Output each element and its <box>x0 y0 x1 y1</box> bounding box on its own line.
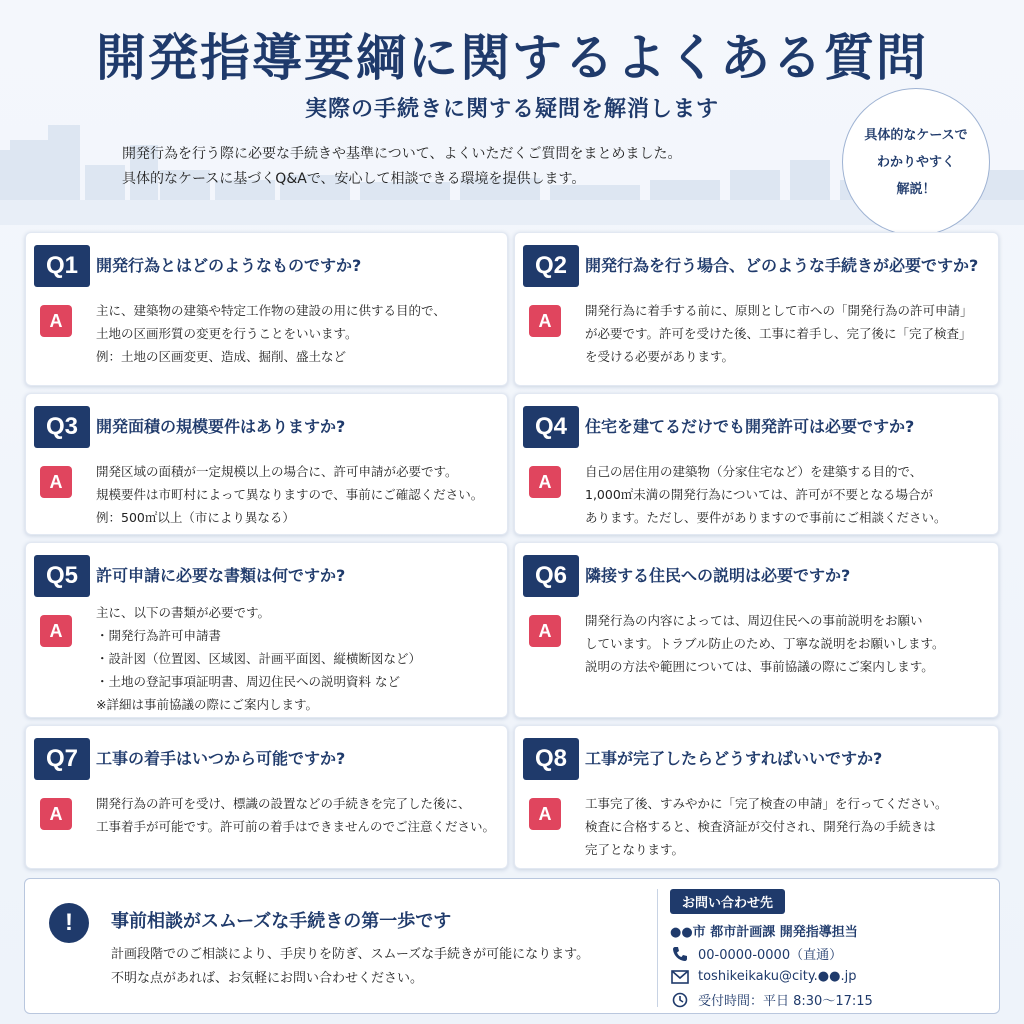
hours-text: 受付時間：平日 8:30〜17:15 <box>698 994 873 1009</box>
answer-text <box>96 792 499 838</box>
answer-line: 完了となります。 <box>585 842 685 857</box>
contact-title: お問い合わせ先 <box>670 889 785 914</box>
answer-line: ・開発行為許可申請書 <box>96 628 222 643</box>
answer-line: が必要です。許可を受けた後、工事に着手し、完了後に「完了検査」 <box>585 326 972 341</box>
question-number-badge: Q4 <box>523 406 579 448</box>
question-number-badge: Q8 <box>523 738 579 780</box>
answer-line: 例：500㎡以上（市により異なる） <box>96 510 295 525</box>
faq-card-q8 <box>514 725 999 869</box>
answer-line: ※詳細は事前協議の際にご案内します。 <box>96 697 318 712</box>
faq-card-q2 <box>514 232 999 386</box>
question-text: 隣接する住民への説明は必要ですか? <box>585 566 851 585</box>
contact-info <box>657 889 987 1007</box>
answer-text <box>96 460 499 529</box>
faq-card-q3 <box>25 393 508 535</box>
faq-card-q7 <box>25 725 508 869</box>
answer-line: 主に、建築物の建築や特定工作物の建設の用に供する目的で、 <box>96 303 446 318</box>
answer-line: 主に、以下の書類が必要です。 <box>96 605 271 620</box>
clock-icon <box>670 992 690 1008</box>
phone-icon <box>670 946 690 962</box>
answer-badge: A <box>40 466 72 498</box>
faq-card-q1 <box>25 232 508 386</box>
faq-card-q5 <box>25 542 508 718</box>
answer-badge: A <box>529 305 561 337</box>
answer-line: 規模要件は市町村によって異なりますので、事前にご確認ください。 <box>96 487 484 502</box>
answer-badge: A <box>529 798 561 830</box>
consultation-text <box>111 943 589 991</box>
consultation-line: 不明な点があれば、お気軽にお問い合わせください。 <box>111 971 424 986</box>
consultation-line: 計画段階でのご相談により、手戻りを防ぎ、スムーズな手続きが可能になります。 <box>111 947 590 962</box>
answer-text <box>585 460 990 529</box>
exclamation-icon: ! <box>49 903 89 943</box>
page-subtitle: 実際の手続きに関する疑問を解消します <box>304 97 719 122</box>
answer-line: 説明の方法や範囲については、事前協議の際にご案内します。 <box>585 659 934 674</box>
answer-line: 自己の居住用の建築物（分家住宅など）を建築する目的で、 <box>585 464 923 479</box>
answer-line: 開発行為に着手する前に、原則として市への「開発行為の許可申請」 <box>585 303 973 318</box>
answer-text <box>585 299 990 368</box>
contact-email-row <box>670 965 987 988</box>
answer-line: を受ける必要があります。 <box>585 349 735 364</box>
contact-phone-row <box>670 942 987 965</box>
answer-line: 検査に合格すると、検査済証が交付され、開発行為の手続きは <box>585 819 936 834</box>
question-text: 住宅を建てるだけでも開発許可は必要ですか? <box>585 417 915 436</box>
answer-line: 開発行為の許可を受け、標識の設置などの手続きを完了した後に、 <box>96 796 471 811</box>
badge-line: 解説！ <box>896 181 936 197</box>
answer-badge: A <box>40 798 72 830</box>
explanation-badge <box>842 88 990 236</box>
answer-line: 開発行為の内容によっては、周辺住民への事前説明をお願い <box>585 613 923 628</box>
answer-text <box>585 792 990 861</box>
answer-badge: A <box>40 305 72 337</box>
answer-badge: A <box>529 615 561 647</box>
question-text: 開発面積の規模要件はありますか? <box>96 417 346 436</box>
contact-hours-row <box>670 988 987 1011</box>
question-number-badge: Q1 <box>34 245 90 287</box>
answer-line: しています。トラブル防止のため、丁寧な説明をお願いします。 <box>585 636 945 651</box>
department-text: ●●市 都市計画課 開発指導担当 <box>670 925 858 940</box>
answer-line: 土地の区画形質の変更を行うことをいいます。 <box>96 326 358 341</box>
answer-text <box>96 601 499 716</box>
question-text: 許可申請に必要な書類は何ですか? <box>96 566 346 585</box>
badge-line: 具体的なケースで <box>864 127 968 143</box>
answer-line: 開発区域の面積が一定規模以上の場合に、許可申請が必要です。 <box>96 464 458 479</box>
answer-line: 工事完了後、すみやかに「完了検査の申請」を行ってください。 <box>585 796 948 811</box>
badge-line: わかりやすく <box>876 154 955 170</box>
question-number-badge: Q5 <box>34 555 90 597</box>
answer-text <box>96 299 499 368</box>
question-text: 開発行為とはどのようなものですか? <box>96 256 362 275</box>
mail-icon <box>670 969 690 985</box>
answer-badge: A <box>529 466 561 498</box>
question-text: 開発行為を行う場合、どのような手続きが必要ですか? <box>585 256 979 275</box>
consultation-heading: 事前相談がスムーズな手続きの第一歩です <box>111 911 452 932</box>
answer-line: 例：土地の区画変更、造成、掘削、盛土など <box>96 349 347 364</box>
question-number-badge: Q7 <box>34 738 90 780</box>
intro-text <box>122 142 822 192</box>
answer-line: あります。ただし、要件がありますので事前にご相談ください。 <box>585 510 947 525</box>
answer-line: ・設計図（位置図、区域図、計画平面図、縦横断図など） <box>96 651 422 666</box>
question-text: 工事が完了したらどうすればいいですか? <box>585 749 883 768</box>
question-number-badge: Q2 <box>523 245 579 287</box>
answer-line: 工事着手が可能です。許可前の着手はできませんのでご注意ください。 <box>96 819 496 834</box>
faq-card-q6 <box>514 542 999 718</box>
consultation-panel <box>24 878 1000 1014</box>
intro-line: 開発行為を行う際に必要な手続きや基準について、よくいただくご質問をまとめました。 <box>122 146 682 162</box>
contact-department <box>670 919 987 942</box>
faq-card-q4 <box>514 393 999 535</box>
phone-text[interactable]: 00-0000-0000（直通） <box>698 948 843 963</box>
question-text: 工事の着手はいつから可能ですか? <box>96 749 346 768</box>
question-number-badge: Q6 <box>523 555 579 597</box>
answer-line: ・土地の登記事項証明書、周辺住民への説明資料 など <box>96 674 400 689</box>
answer-badge: A <box>40 615 72 647</box>
answer-line: 1,000㎡未満の開発行為については、許可が不要となる場合が <box>585 487 934 502</box>
answer-text <box>585 609 990 678</box>
email-link[interactable]: toshikeikaku@city.●●.jp <box>698 969 857 984</box>
question-number-badge: Q3 <box>34 406 90 448</box>
intro-line: 具体的なケースに基づくQ&Aで、安心して相談できる環境を提供します。 <box>122 171 586 187</box>
page-title: 開発指導要綱に関するよくある質問 <box>96 28 928 87</box>
